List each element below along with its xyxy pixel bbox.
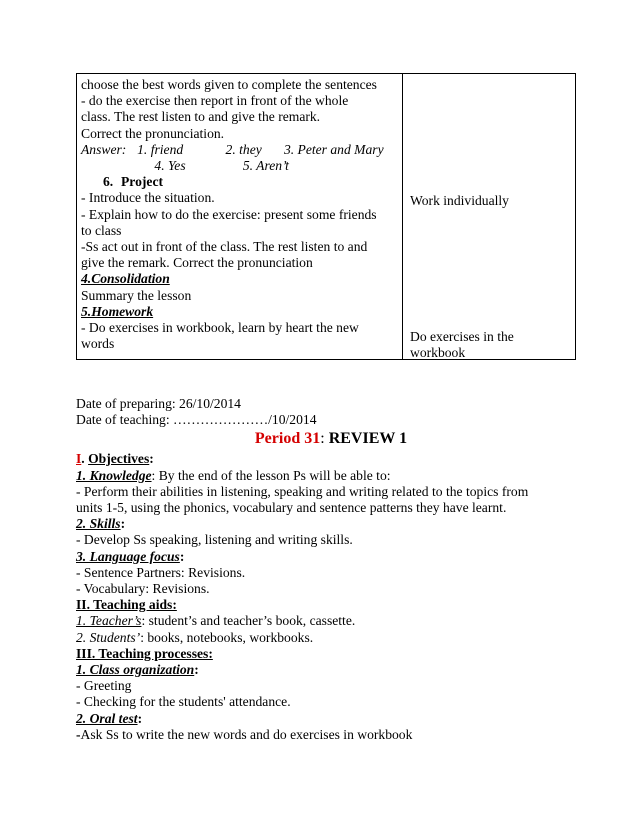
table-line: Summary the lesson (81, 287, 192, 303)
oral-test-heading (76, 711, 586, 727)
do-exercises-line: Do exercises in the (410, 329, 514, 344)
objectives-number: I (76, 451, 82, 467)
objectives-dot: . (81, 451, 89, 467)
teacher-activities-cell (77, 74, 403, 359)
date-preparing: Date of preparing: 26/10/2014 (76, 396, 241, 411)
body-line: - Vocabulary: Revisions. (76, 581, 210, 597)
table-line: -Ss act out in front of the class. The rest listen to and (81, 239, 368, 255)
table-line: - Do exercises in workbook, learn by heart the new (81, 320, 359, 336)
title-colon: : (320, 430, 329, 448)
teaching-processes-heading: III. Teaching processes: (76, 645, 213, 661)
answer-item: 2. they (225, 141, 262, 157)
class-organization-colon: : (194, 662, 199, 678)
teacher-aids-line (76, 613, 586, 629)
answer-item: 4. Yes (154, 158, 186, 174)
oral-test-label: 2. Oral test (76, 710, 138, 726)
language-focus-heading (76, 549, 586, 565)
task-text: Ask Ss to write the new words and do exercises in workbook (80, 726, 413, 742)
table-line: class. The rest listen to and give the remark. (81, 109, 321, 125)
table-line: Correct the pronunciation. (81, 125, 225, 141)
knowledge-line (76, 468, 586, 484)
consolidation-heading: 4.Consolidation (81, 271, 170, 287)
class-organization-heading (76, 662, 586, 678)
do-exercises-line: workbook (410, 345, 466, 361)
project-heading (81, 174, 398, 190)
oral-test-colon: : (137, 710, 143, 726)
answer-item: 1. friend (137, 141, 184, 157)
language-focus-label: 3. Language focus (76, 548, 180, 564)
students-text: : books, notebooks, workbooks. (140, 629, 314, 645)
body-line: units 1-5, using the phonics, vocabulary and sentence patterns they have learnt. (76, 500, 507, 516)
skills-label: 2. Skills (76, 516, 121, 532)
class-organization-label: 1. Class organization (76, 662, 195, 678)
table-line: - Introduce the situation. (81, 190, 215, 206)
language-focus-colon: : (179, 548, 185, 564)
objectives-label: Objectives (88, 451, 150, 467)
lesson-plan-body (76, 396, 586, 743)
answer-item: 3. Peter and Mary (283, 141, 384, 157)
teaching-aids-heading: II. Teaching aids: (76, 597, 177, 613)
body-line: - Checking for the students' attendance. (76, 694, 291, 710)
student-aids-line (76, 630, 586, 646)
answer-label: Answer: (81, 141, 127, 157)
body-line: - Develop Ss speaking, listening and writing skills. (76, 532, 353, 548)
student-activities-cell (403, 74, 575, 359)
table-line: words (81, 336, 115, 352)
skills-heading (76, 516, 586, 532)
body-line: - Perform their abilities in listening, speaking and writing related to the topics from (76, 483, 529, 499)
oral-test-task (76, 727, 586, 743)
homework-heading: 5.Homework (81, 303, 154, 319)
date-teaching: Date of teaching: …………………/10/2014 (76, 412, 317, 428)
table-line: give the remark. Correct the pronunciation (81, 255, 313, 271)
answer-line-2 (81, 158, 398, 174)
students-label: 2. Students’ (76, 629, 141, 645)
objectives-colon: : (149, 451, 154, 467)
task-dash: - (76, 726, 81, 742)
table-line: to class (81, 222, 122, 238)
project-number: 6. (103, 174, 114, 190)
work-individually-text: Work individually (410, 193, 509, 208)
period-label: Period 31 (254, 430, 321, 448)
answer-line-1 (81, 142, 398, 158)
table-line: - Explain how to do the exercise: present some friends (81, 206, 377, 222)
table-line: - do the exercise then report in front of the whole (81, 93, 349, 109)
do-exercises-text (410, 329, 514, 361)
knowledge-text: : By the end of the lesson Ps will be able to: (151, 467, 391, 483)
skills-colon: : (120, 516, 126, 532)
objectives-heading (76, 451, 586, 467)
knowledge-label: 1. Knowledge (76, 467, 152, 483)
project-title: Project (121, 174, 164, 190)
body-line: - Greeting (76, 678, 132, 694)
review-label: REVIEW 1 (328, 430, 408, 448)
answer-item: 5. Aren’t (242, 158, 289, 174)
page-title (76, 429, 586, 449)
teacher-text: : student’s and teacher’s book, cassette. (141, 613, 356, 629)
table-line: choose the best words given to complete the sentences (81, 77, 377, 92)
body-line: - Sentence Partners: Revisions. (76, 564, 246, 580)
lesson-table (76, 73, 576, 360)
teacher-label: 1. Teacher’s (76, 613, 142, 629)
